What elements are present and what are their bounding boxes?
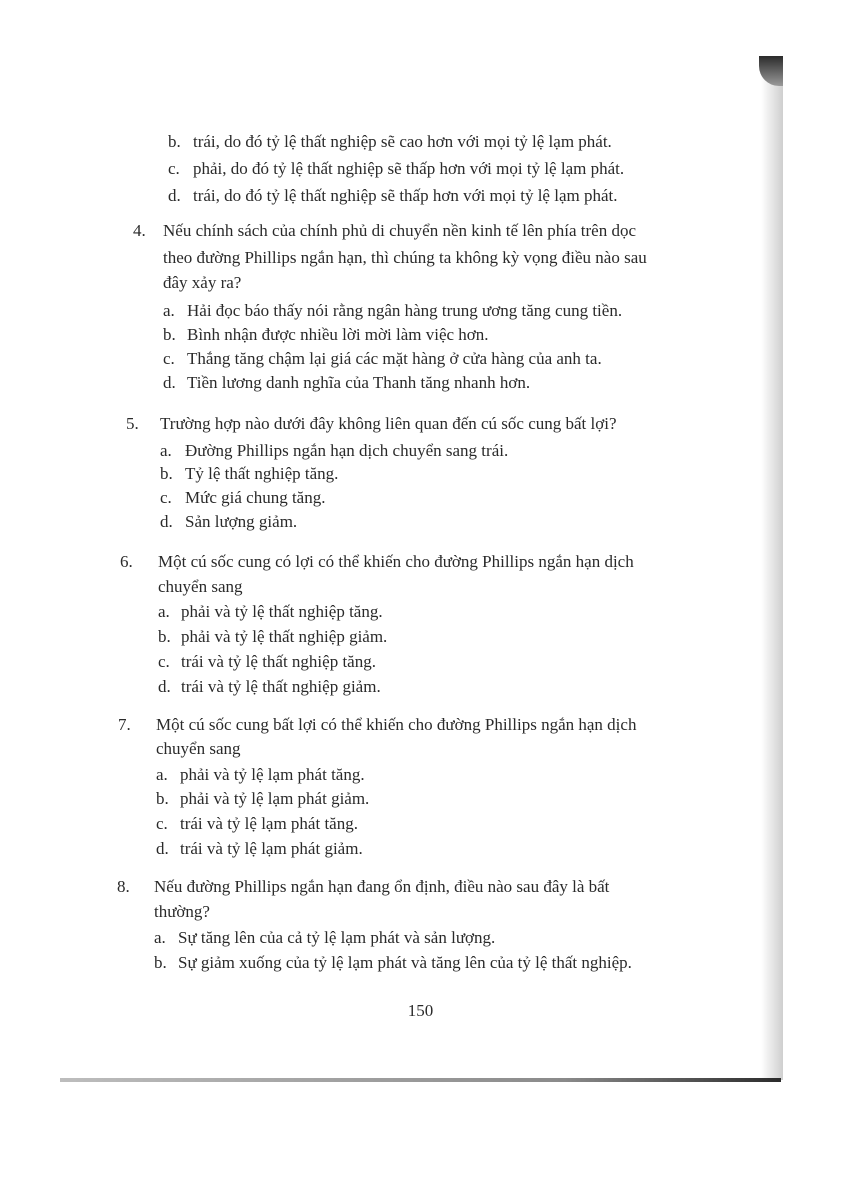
option-label: c. [163, 349, 175, 368]
question-number: 7. [118, 715, 131, 734]
option-text: trái và tỷ lệ lạm phát giảm. [180, 839, 363, 858]
option-text: Sản lượng giảm. [185, 512, 298, 531]
question-number: 8. [117, 877, 130, 896]
option-text: Tiền lương danh nghĩa của Thanh tăng nhanh hơn. [187, 373, 531, 392]
question-number: 5. [126, 414, 139, 433]
option-text: trái và tỷ lệ thất nghiệp giảm. [181, 677, 381, 696]
option-text: phải và tỷ lệ lạm phát tăng. [180, 765, 365, 784]
question-stem: chuyển sang [156, 739, 241, 758]
option-label: b. [160, 464, 173, 483]
option-text: Đường Phillips ngắn hạn dịch chuyển sang trái. [185, 441, 509, 460]
option-text: phải và tỷ lệ lạm phát giảm. [180, 789, 370, 808]
option-label: b. [158, 627, 171, 646]
question-stem: thường? [154, 902, 210, 921]
option-label: b. [163, 325, 176, 344]
option-text: phải và tỷ lệ thất nghiệp tăng. [181, 602, 383, 621]
option-text: Sự giảm xuống của tỷ lệ lạm phát và tăng lên của tỷ lệ thất nghiệp. [178, 953, 632, 972]
option-text: Bình nhận được nhiều lời mời làm việc hơn. [187, 325, 489, 344]
question-stem: Một cú sốc cung có lợi có thể khiến cho đường Phillips ngắn hạn dịch [158, 552, 634, 571]
option-label: a. [163, 301, 175, 320]
option-text: trái, do đó tỷ lệ thất nghiệp sẽ thấp hơn với mọi tỷ lệ lạm phát. [193, 186, 618, 205]
option-label: a. [154, 928, 166, 947]
option-text: Thắng tăng chậm lại giá các mặt hàng ở cửa hàng của anh ta. [187, 349, 602, 368]
option-text: trái và tỷ lệ thất nghiệp tăng. [181, 652, 376, 671]
option-label: c. [168, 159, 180, 178]
option-label: a. [156, 765, 168, 784]
option-label: d. [160, 512, 173, 531]
option-label: b. [168, 132, 181, 151]
question-stem: đây xảy ra? [163, 273, 242, 292]
question-number: 4. [133, 221, 146, 240]
option-label: d. [168, 186, 181, 205]
option-text: Hải đọc báo thấy nói rằng ngân hàng trung ương tăng cung tiền. [187, 301, 623, 320]
question-stem: Nếu chính sách của chính phủ di chuyển nền kinh tế lên phía trên dọc [163, 221, 637, 240]
option-label: b. [156, 789, 169, 808]
question-stem: theo đường Phillips ngắn hạn, thì chúng ta không kỳ vọng điều nào sau [163, 248, 647, 267]
option-label: d. [156, 839, 169, 858]
question-stem: chuyển sang [158, 577, 243, 596]
question-stem: Trường hợp nào dưới đây không liên quan đến cú sốc cung bất lợi? [160, 414, 617, 433]
question-stem: Một cú sốc cung bất lợi có thể khiến cho đường Phillips ngắn hạn dịch [156, 715, 637, 734]
option-label: c. [156, 814, 168, 833]
option-text: Sự tăng lên của cả tỷ lệ lạm phát và sản lượng. [178, 928, 496, 947]
option-text: phải và tỷ lệ thất nghiệp giảm. [181, 627, 388, 646]
question-stem: Nếu đường Phillips ngắn hạn đang ổn định, điều nào sau đây là bất [154, 877, 610, 896]
page-number: 150 [407, 1001, 434, 1020]
option-label: d. [163, 373, 176, 392]
option-label: b. [154, 953, 167, 972]
option-label: c. [158, 652, 170, 671]
option-text: trái và tỷ lệ lạm phát tăng. [180, 814, 358, 833]
option-label: d. [158, 677, 171, 696]
option-label: c. [160, 488, 172, 507]
option-text: trái, do đó tỷ lệ thất nghiệp sẽ cao hơn với mọi tỷ lệ lạm phát. [193, 132, 612, 151]
option-text: Mức giá chung tăng. [185, 488, 326, 507]
option-text: Tỷ lệ thất nghiệp tăng. [185, 464, 339, 483]
question-number: 6. [120, 552, 133, 571]
option-label: a. [158, 602, 170, 621]
option-label: a. [160, 441, 172, 460]
option-text: phải, do đó tỷ lệ thất nghiệp sẽ thấp hơn với mọi tỷ lệ lạm phát. [193, 159, 625, 178]
